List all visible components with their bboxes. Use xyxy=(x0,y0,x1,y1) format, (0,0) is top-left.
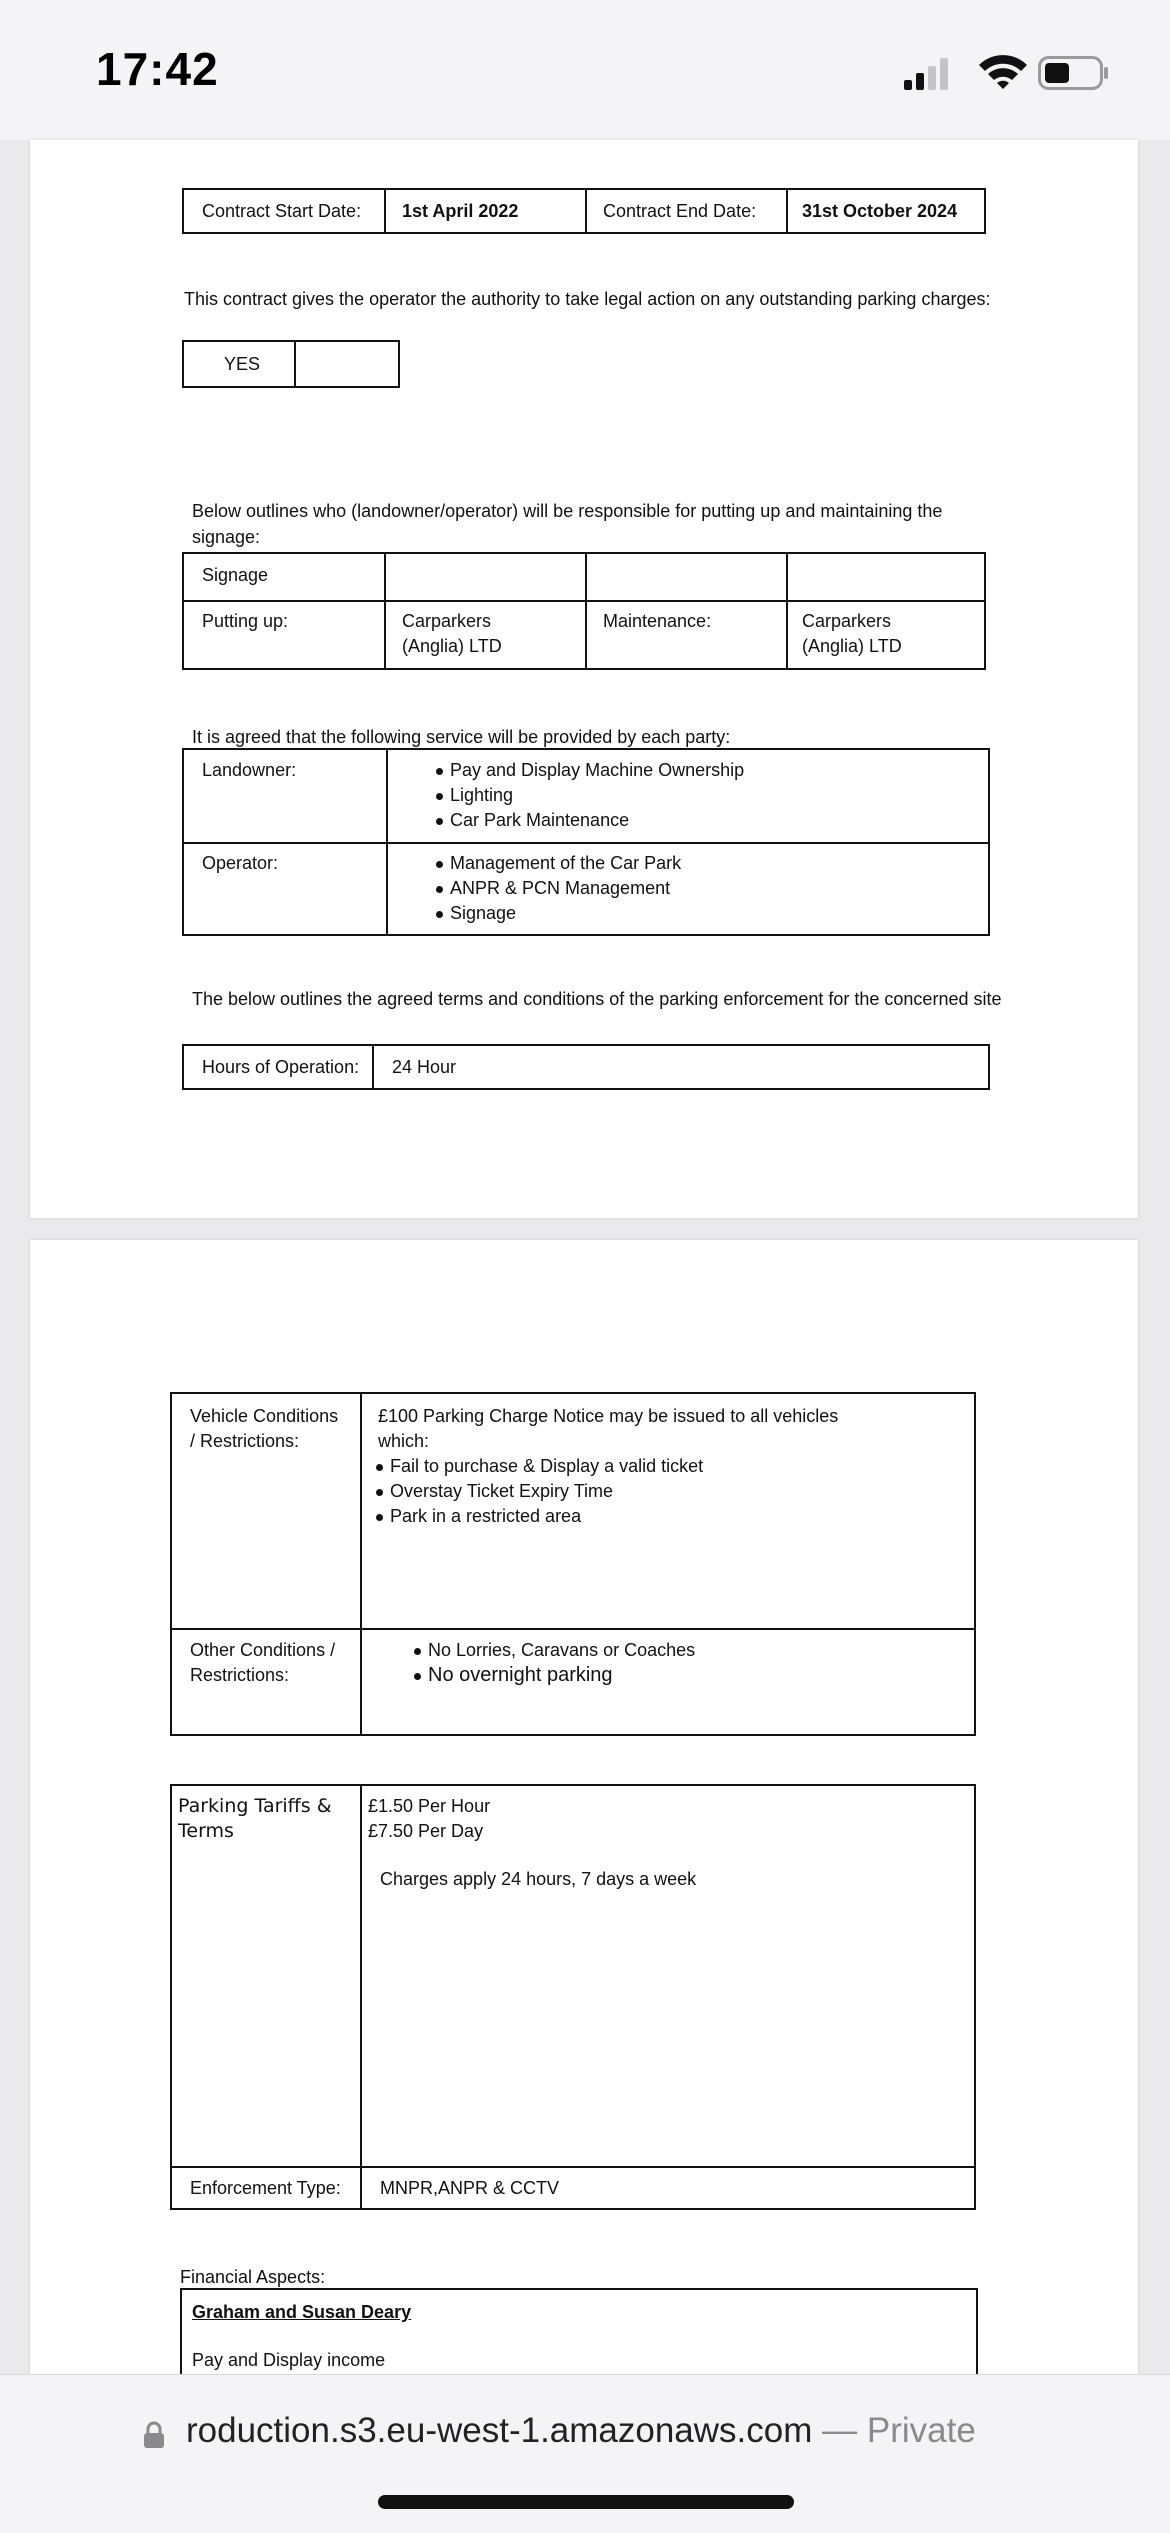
tariff-note: Charges apply 24 hours, 7 days a week xyxy=(380,1869,697,1889)
terms-intro-text: The below outlines the agreed terms and conditions of the parking enforcement for the concerned site xyxy=(192,989,1002,1009)
list-item: Signage xyxy=(434,901,681,926)
legal-action-answer: YES xyxy=(224,354,261,374)
document-page-2 xyxy=(30,1240,1138,2374)
url-field[interactable] xyxy=(186,2411,976,2451)
list-item: Management of the Car Park xyxy=(434,851,681,876)
battery-icon xyxy=(1038,56,1110,90)
legal-action-text: This contract gives the operator the authority to take legal action on any outstanding parking charges: xyxy=(184,289,991,309)
document-page-1 xyxy=(30,140,1138,1218)
operator-label: Operator: xyxy=(202,853,279,873)
operator-services-list xyxy=(434,851,681,926)
legal-action-table xyxy=(182,340,400,388)
wifi-icon xyxy=(976,52,1030,92)
private-mode-label: — Private xyxy=(822,2411,976,2450)
financial-party: Graham and Susan Deary xyxy=(192,2302,412,2322)
vehicle-conditions-table xyxy=(170,1392,976,1736)
status-bar xyxy=(0,0,1170,140)
putting-up-value: Carparkers (Anglia) LTD xyxy=(402,611,502,656)
home-indicator[interactable] xyxy=(378,2495,794,2509)
other-conditions-list xyxy=(412,1638,695,1688)
service-intro-text: It is agreed that the following service will be provided by each party: xyxy=(192,727,731,747)
cellular-signal-icon xyxy=(902,56,952,92)
landowner-label: Landowner: xyxy=(202,760,297,780)
list-item: ANPR & PCN Management xyxy=(434,876,681,901)
list-item: Pay and Display Machine Ownership xyxy=(434,758,744,783)
financial-table xyxy=(180,2288,978,2388)
list-item: Fail to purchase & Display a valid ticket xyxy=(374,1454,848,1479)
list-item: Car Park Maintenance xyxy=(434,808,744,833)
signage-header: Signage xyxy=(202,565,269,585)
tariff-day: £7.50 Per Day xyxy=(368,1821,484,1841)
list-item: Lighting xyxy=(434,783,744,808)
list-item: Overstay Ticket Expiry Time xyxy=(374,1479,848,1504)
list-item: No Lorries, Caravans or Coaches xyxy=(412,1638,695,1663)
url-text: roduction.s3.eu-west-1.amazonaws.com xyxy=(186,2411,813,2450)
lock-icon xyxy=(142,2421,166,2449)
maintenance-value: Carparkers (Anglia) LTD xyxy=(802,611,902,656)
hours-table xyxy=(182,1044,990,1090)
other-conditions-label: Other Conditions / Restrictions: xyxy=(190,1640,336,1685)
browser-address-bar[interactable] xyxy=(0,2374,1170,2533)
hours-value: 24 Hour xyxy=(392,1057,457,1077)
signage-table xyxy=(182,552,986,670)
maintenance-label: Maintenance: xyxy=(603,611,712,631)
tariffs-label: Parking Tariffs & Terms xyxy=(178,1795,332,1842)
vehicle-conditions-label: Vehicle Conditions / Restrictions: xyxy=(190,1406,339,1451)
services-table xyxy=(182,748,990,936)
pcn-notice-text: £100 Parking Charge Notice may be issued to all vehicles which: xyxy=(378,1406,839,1451)
financial-item: Pay and Display income xyxy=(192,2350,386,2370)
enforcement-value: MNPR,ANPR & CCTV xyxy=(380,2178,560,2198)
tariff-hour: £1.50 Per Hour xyxy=(368,1796,491,1816)
putting-up-label: Putting up: xyxy=(202,611,289,631)
contract-start-label: Contract Start Date: xyxy=(202,201,362,221)
contract-end-label: Contract End Date: xyxy=(603,201,757,221)
tariffs-table xyxy=(170,1784,976,2210)
list-item: Park in a restricted area xyxy=(374,1504,848,1529)
list-item: No overnight parking xyxy=(412,1663,695,1688)
enforcement-label: Enforcement Type: xyxy=(190,2178,341,2198)
landowner-services-list xyxy=(434,758,744,833)
contract-dates-table xyxy=(182,188,986,234)
vehicle-conditions-list xyxy=(374,1454,848,1529)
vehicle-conditions-content xyxy=(378,1404,848,1529)
contract-start-value: 1st April 2022 xyxy=(402,201,519,221)
clock: 17:42 xyxy=(96,43,219,95)
financial-aspects-label: Financial Aspects: xyxy=(180,2267,326,2287)
contract-end-value: 31st October 2024 xyxy=(802,201,958,221)
hours-label: Hours of Operation: xyxy=(202,1057,360,1077)
signage-intro-text: Below outlines who (landowner/operator) will be responsible for putting up and maintaining the signage: xyxy=(192,501,943,547)
